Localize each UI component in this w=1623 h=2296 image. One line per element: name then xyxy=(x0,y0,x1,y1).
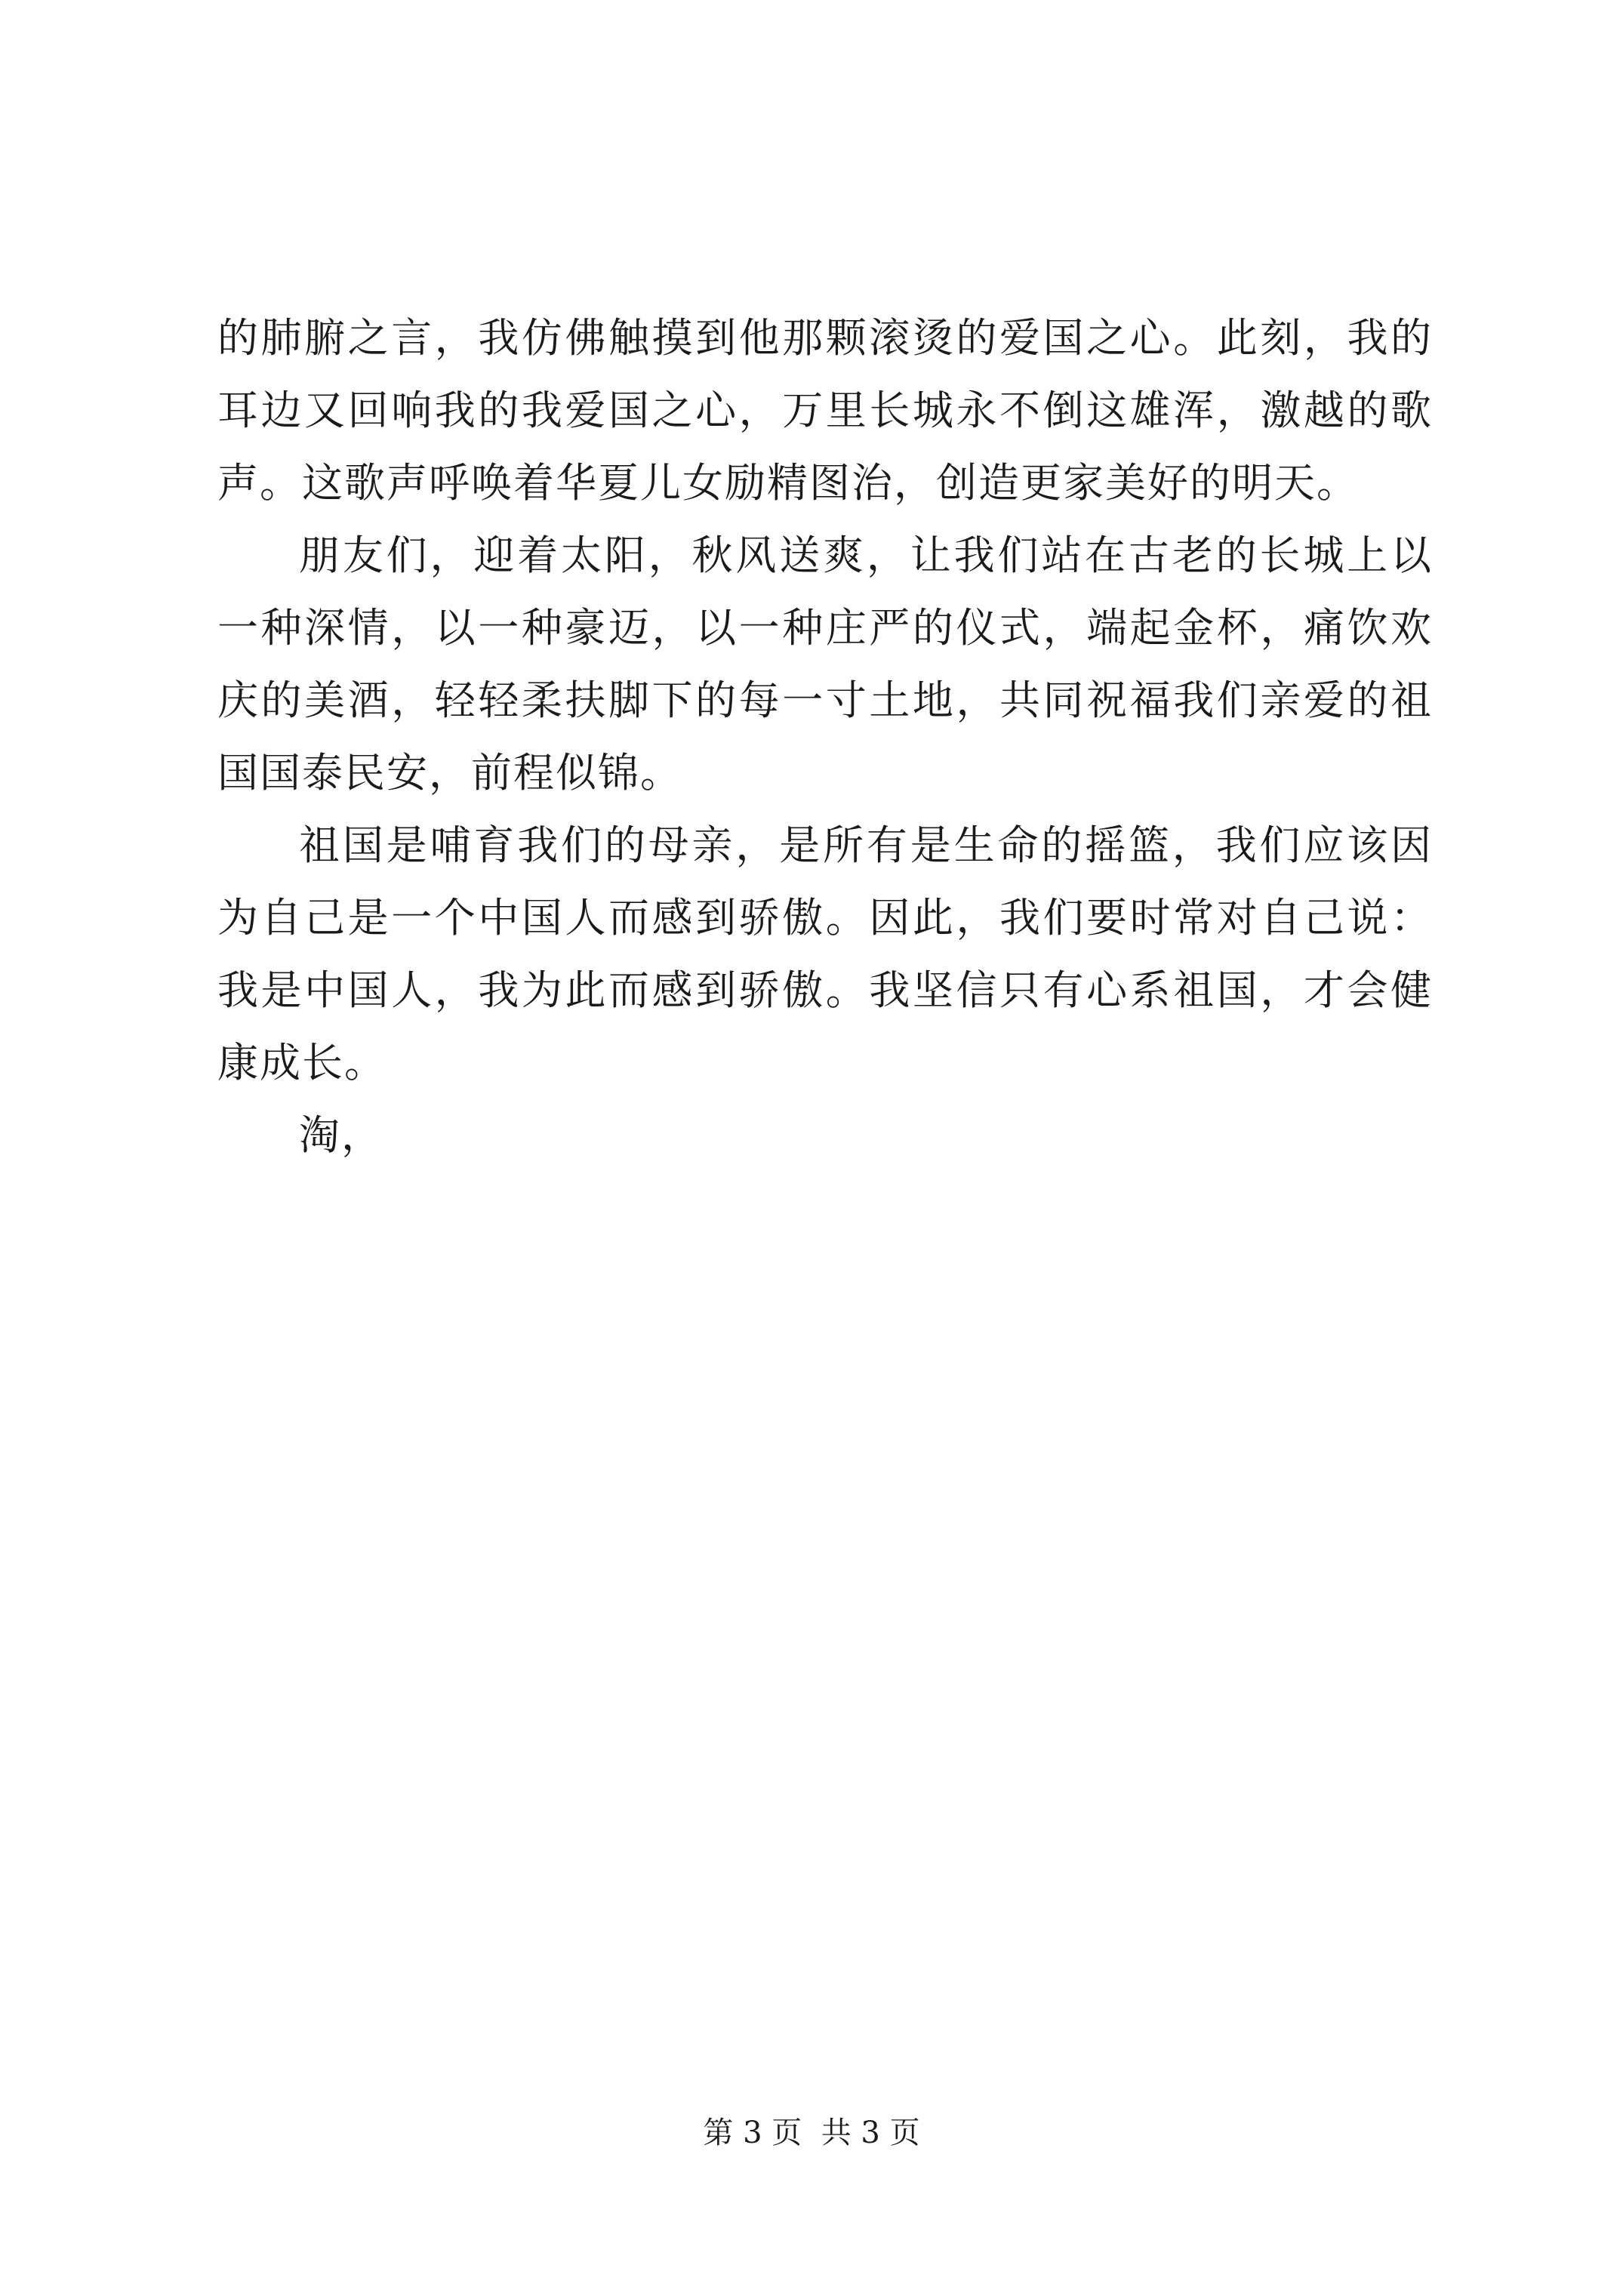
text-line: 祖国是哺育我们的母亲，是所有是生命的摇篮，我们应该因 xyxy=(299,821,1433,869)
page-number-label: 第 3 页 共 3 页 xyxy=(703,2116,920,2150)
text-line: 我是中国人，我为此而感到骄傲。我坚信只有心系祖国，才会健 xyxy=(217,966,1433,1014)
text-line: 为自己是一个中国人而感到骄傲。因此，我们要时常对自己说： xyxy=(217,894,1433,942)
text-line: 国国泰民安，前程似锦。 xyxy=(217,749,682,797)
text-line: 朋友们，迎着太阳，秋风送爽，让我们站在古老的长城上以 xyxy=(299,532,1433,579)
text-line: 声。这歌声呼唤着华夏儿女励精图治，创造更家美好的明天。 xyxy=(217,459,1359,507)
text-line: 的肺腑之言，我仿佛触摸到他那颗滚烫的爱国之心。此刻，我的 xyxy=(217,314,1433,362)
text-line: 耳边又回响我的我爱国之心，万里长城永不倒这雄浑，激越的歌 xyxy=(217,387,1433,434)
text-line: 淘， xyxy=(299,1111,383,1159)
text-line: 一种深情，以一种豪迈，以一种庄严的仪式，端起金杯，痛饮欢 xyxy=(217,604,1433,652)
text-line: 庆的美酒，轻轻柔扶脚下的每一寸土地，共同祝福我们亲爱的祖 xyxy=(217,676,1433,724)
page-footer xyxy=(0,2114,1623,2152)
text-line: 康成长。 xyxy=(217,1039,387,1086)
document-body xyxy=(217,302,1433,1172)
